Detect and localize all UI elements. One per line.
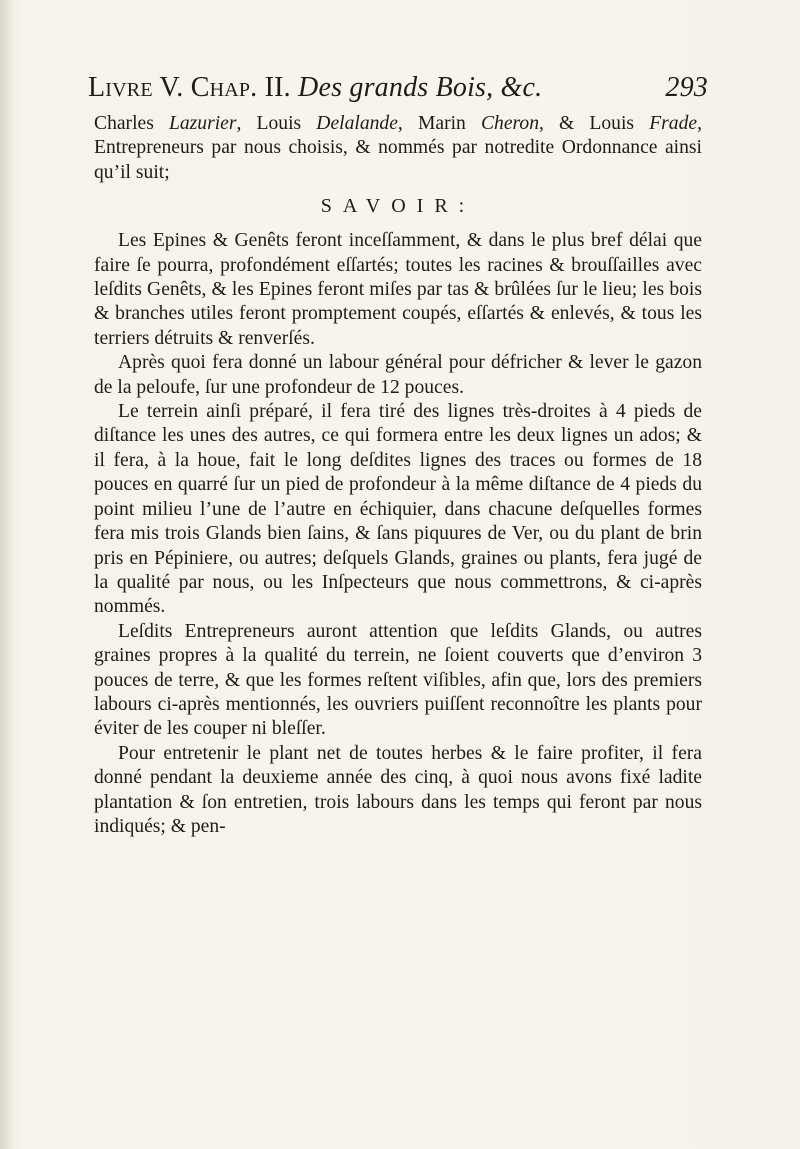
intro-paragraph: Charles Lazurier, Louis Delalande, Marin Cheron, & Louis Frade, Entrepreneurs par nous choisis, & nommés par notredite Ordonnance ainsi qu’il suit;	[94, 113, 702, 183]
name-last: Frade	[649, 113, 698, 134]
name-last: Lazurier	[168, 113, 237, 134]
paragraph: Leſdits Entrepreneurs auront attention que leſdits Glands, ou autres graines propres à la qualité du terrein, ne ſoient couverts que d’environ 3 pouces de terre, & que les formes reſtent viſibles, afin que, lors des premiers labours ci-après mentionnés, les ouvriers puiſſent reconnoître les plants pour éviter de les couper ni bleſſer.	[94, 620, 702, 740]
name-last: Delalande	[316, 113, 398, 134]
paragraph: Le terrein ainſi préparé, il fera tiré des lignes très-droites à 4 pieds de diſtance les unes des autres, ce qui formera entre les deux lignes un ados; & il fera, à la houe, fait le long deſdites lignes des traces ou formes de 18 pouces en quarré ſur un pied de profondeur à la même diſtance de 4 pieds du point milieu l’une de l’autre en échiquier, dans chacune deſquelles formes fera mis trois Glands bien ſains, & ſans piquures de Ver, ou du plant de brin pris en Pépiniere, ou autres; deſquels Glands, graines ou plants, fera jugé de la qualité par nous, ou les Inſpecteurs que nous commettrons, & ci-après nommés.	[94, 401, 702, 618]
name-first: Louis	[256, 113, 302, 134]
running-header	[88, 72, 708, 104]
body-text	[94, 112, 702, 839]
intro-rest: Entrepreneurs par nous choisis, & nommés par notredite Ordonnance ainsi qu’il suit;	[94, 137, 702, 183]
paragraph: Les Epines & Genêts feront inceſſamment, & dans le plus bref délai que faire ſe pourra, profondément eſſartés; toutes les racines & brouſſailles avec leſdits Genêts, & les Epines feront miſes par tas & brûlées ſur le lieu; les bois & branches utiles feront promptement coupés, eſſartés & enlevés, & tous les terriers détruits & renverſés.	[94, 230, 702, 349]
header-chapter: Chap. II.	[190, 72, 291, 103]
header-livre: Livre V.	[88, 72, 184, 103]
name-first: Charles	[94, 113, 154, 134]
page-number: 293	[665, 72, 708, 103]
name-first: Marin	[417, 113, 466, 134]
savoir-heading: SAVOIR:	[320, 195, 476, 218]
name-first: Louis	[589, 113, 635, 134]
paragraph: Après quoi fera donné un labour général pour défricher & lever le gazon de la peloufe, ſur une profondeur de 12 pouces.	[94, 352, 702, 398]
paragraph: Pour entretenir le plant net de toutes herbes & le faire profiter, il fera donné pendant la deuxieme année des cinq, à quoi nous avons fixé ladite plantation & ſon entretien, trois labours dans les temps qui feront par nous indiqués; & pen-	[94, 742, 702, 837]
header-title: Des grands Bois, &c.	[298, 72, 543, 103]
page-gutter-shadow	[0, 0, 14, 1149]
name-last: Cheron	[480, 113, 540, 134]
